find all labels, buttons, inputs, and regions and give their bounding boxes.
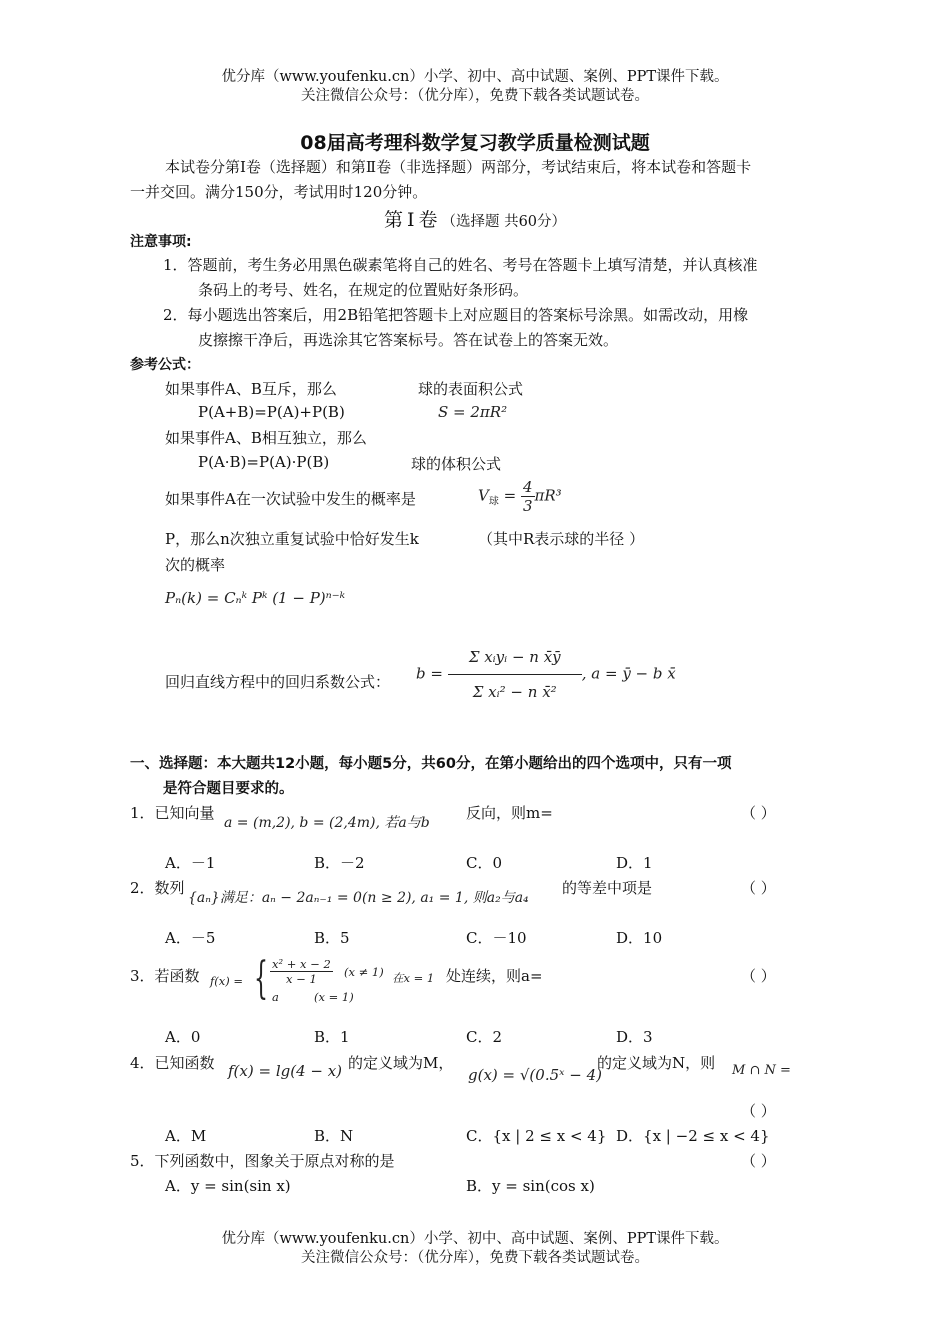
- header-line-1: 优分库（www.youfenku.cn）小学、初中、高中试题、案例、PPT课件下载。: [221, 69, 729, 85]
- q3-frac-top: x² + x − 2: [272, 957, 331, 971]
- q5-answer-paren: （ ）: [741, 1152, 776, 1170]
- prob-once-text: 如果事件A在一次试验中发生的概率是: [165, 490, 416, 508]
- intro-line-2: 一并交回。满分150分，考试用时120分钟。: [130, 183, 428, 201]
- q3-option-d: D．3: [616, 1028, 653, 1046]
- sphere-area-formula: S = 2πR²: [438, 403, 508, 421]
- q4-math-1: f(x) = lg(4 − x): [228, 1062, 343, 1080]
- formulas-heading: 参考公式：: [130, 357, 200, 373]
- prob-n-text: P，那么n次独立重复试验中恰好发生k: [165, 530, 419, 548]
- q3-option-c: C．2: [466, 1028, 503, 1046]
- q3-stem: 3．若函数: [130, 967, 200, 985]
- q3-cond-2: (x = 1): [314, 990, 354, 1004]
- q1-option-b: B．－2: [314, 854, 365, 872]
- footer-line-1: 优分库（www.youfenku.cn）小学、初中、高中试题、案例、PPT课件下载。: [221, 1231, 729, 1247]
- q5-stem: 5．下列函数中，图象关于原点对称的是: [130, 1152, 395, 1170]
- volume-lhs: V: [478, 486, 489, 505]
- q4-stem: 4．已知函数: [130, 1054, 215, 1072]
- q1-tail: 反向，则m=: [466, 804, 553, 822]
- independent-text: 如果事件A、B相互独立，那么: [165, 429, 367, 447]
- regression-label: 回归直线方程中的回归系数公式：: [165, 673, 391, 691]
- q3-cond-1: (x ≠ 1): [344, 965, 384, 979]
- q4-math-2: g(x) = √(0.5ˣ − 4): [468, 1066, 602, 1084]
- q4-math-3: M ∩ N =: [732, 1063, 791, 1078]
- mutex-formula: P(A+B)=P(A)+P(B): [198, 403, 345, 421]
- q2-tail: 的等差中项是: [562, 879, 653, 897]
- header-line-2: 关注微信公众号：（优分库），免费下载各类试题试卷。: [301, 88, 649, 104]
- part1-heading-b: 是符合题目要求的。: [163, 781, 294, 797]
- q4-option-a: A．M: [165, 1127, 207, 1145]
- q5-option-a: A．y = sin(sin x): [165, 1177, 291, 1195]
- q1-stem: 1．已知向量: [130, 804, 215, 822]
- q3-piecewise-fraction: [270, 957, 333, 986]
- note-2-line-b: 皮擦擦干净后，再选涂其它答案标号。答在试卷上的答案无效。: [198, 331, 619, 349]
- volume-fraction-numerator: 4: [522, 478, 533, 496]
- regression-b: b =: [416, 664, 443, 683]
- prob-times-text: 次的概率: [165, 556, 226, 574]
- mutex-text: 如果事件A、B互斥，那么: [165, 380, 337, 398]
- q5-option-b: B．y = sin(cos x): [466, 1177, 595, 1195]
- q2-answer-paren: （ ）: [741, 879, 776, 897]
- notes-heading: 注意事项:: [130, 234, 192, 250]
- binomial-formula: Pₙ(k) = Cₙᵏ Pᵏ (1 − P)ⁿ⁻ᵏ: [165, 589, 346, 607]
- footer-line-2: 关注微信公众号：（优分库），免费下载各类试题试卷。: [301, 1250, 649, 1266]
- q2-stem: 2．数列: [130, 879, 185, 897]
- volume-subscript: 球: [488, 496, 499, 508]
- q2-option-c: C．－10: [466, 929, 527, 947]
- intro-line-1: 本试卷分第Ⅰ卷（选择题）和第Ⅱ卷（非选择题）两部分，考试结束后，将本试卷和答题卡: [165, 158, 752, 176]
- section-title: [0, 205, 950, 232]
- q3-frac-bottom: x − 1: [286, 972, 317, 986]
- q4-option-c: C．{x | 2 ≤ x < 4}: [466, 1127, 607, 1145]
- part1-heading-a: 一、选择题：本大题共12小题，每小题5分，共60分，在第小题给出的四个选项中，只有一项: [130, 756, 732, 772]
- q1-option-c: C．0: [466, 854, 503, 872]
- volume-fraction-denominator: 3: [522, 497, 533, 515]
- sphere-volume-label: 球的体积公式: [411, 455, 502, 473]
- q2-option-d: D．10: [616, 929, 663, 947]
- q3-piecewise: f(x) = { $\frac{\text{x² + x − 2}}{x - 1}$ (x ≠ 1) 在x = 1 a (x = 1): [210, 953, 435, 1004]
- note-1-line-b: 条码上的考号、姓名，在规定的位置贴好条形码。: [198, 281, 529, 299]
- q2-option-a: A．－5: [165, 929, 216, 947]
- radius-note: （其中R表示球的半径 ）: [478, 530, 645, 548]
- q1-option-a: A．－1: [165, 854, 216, 872]
- q4-option-d: D．{x | −2 ≤ x < 4}: [616, 1127, 770, 1145]
- q4-option-b: B．N: [314, 1127, 354, 1145]
- note-1-line-a: 1．答题前，考生务必用黑色碳素笔将自己的姓名、考号在答题卡上填写清楚，并认真核准: [163, 256, 758, 274]
- section-title-main: 第Ⅰ卷: [383, 209, 442, 231]
- q4-tail: 的定义域为N，则: [597, 1054, 716, 1072]
- q3-option-b: B．1: [314, 1028, 350, 1046]
- q4-answer-paren: （ ）: [741, 1102, 776, 1120]
- q3-a: a: [272, 990, 279, 1004]
- regression-denominator: Σ xᵢ² − n x̄²: [472, 683, 557, 701]
- regression-formula: [416, 640, 676, 709]
- regression-fraction: [448, 640, 582, 709]
- q3-answer-paren: （ ）: [741, 967, 776, 985]
- q1-math: a = (m,2), b = (2,4m), 若a与b: [224, 815, 430, 831]
- sphere-volume-formula: $V_球$ = $\frac{4}{3}$ πR³: [478, 478, 562, 515]
- q3-tail: 处连续，则a=: [446, 967, 543, 985]
- regression-rest: , a = ȳ − b x̄: [581, 664, 676, 683]
- section-title-sub: （选择题 共60分）: [441, 214, 567, 230]
- volume-rest: πR³: [534, 486, 562, 505]
- sphere-area-label: 球的表面积公式: [418, 380, 524, 398]
- q3-option-a: A．0: [165, 1028, 201, 1046]
- volume-fraction: [521, 478, 535, 515]
- regression-numerator: Σ xᵢyᵢ − n x̄ȳ: [448, 640, 582, 675]
- q2-math: {aₙ}满足：aₙ − 2aₙ₋₁ = 0(n ≥ 2), a₁ = 1, 则a₂与a₄: [188, 890, 529, 906]
- q3-at: 在x = 1: [392, 971, 435, 985]
- q4-mid: 的定义域为M，: [348, 1054, 454, 1072]
- note-2-line-a: 2．每小题选出答案后，用2B铅笔把答题卡上对应题目的答案标号涂黑。如需改动，用橡: [163, 306, 749, 324]
- q1-option-d: D．1: [616, 854, 653, 872]
- page-title: 08届高考理科数学复习教学质量检测试题: [300, 132, 650, 154]
- independent-formula: P(A·B)=P(A)·P(B): [198, 453, 330, 471]
- q1-answer-paren: （ ）: [741, 804, 776, 822]
- q2-option-b: B．5: [314, 929, 350, 947]
